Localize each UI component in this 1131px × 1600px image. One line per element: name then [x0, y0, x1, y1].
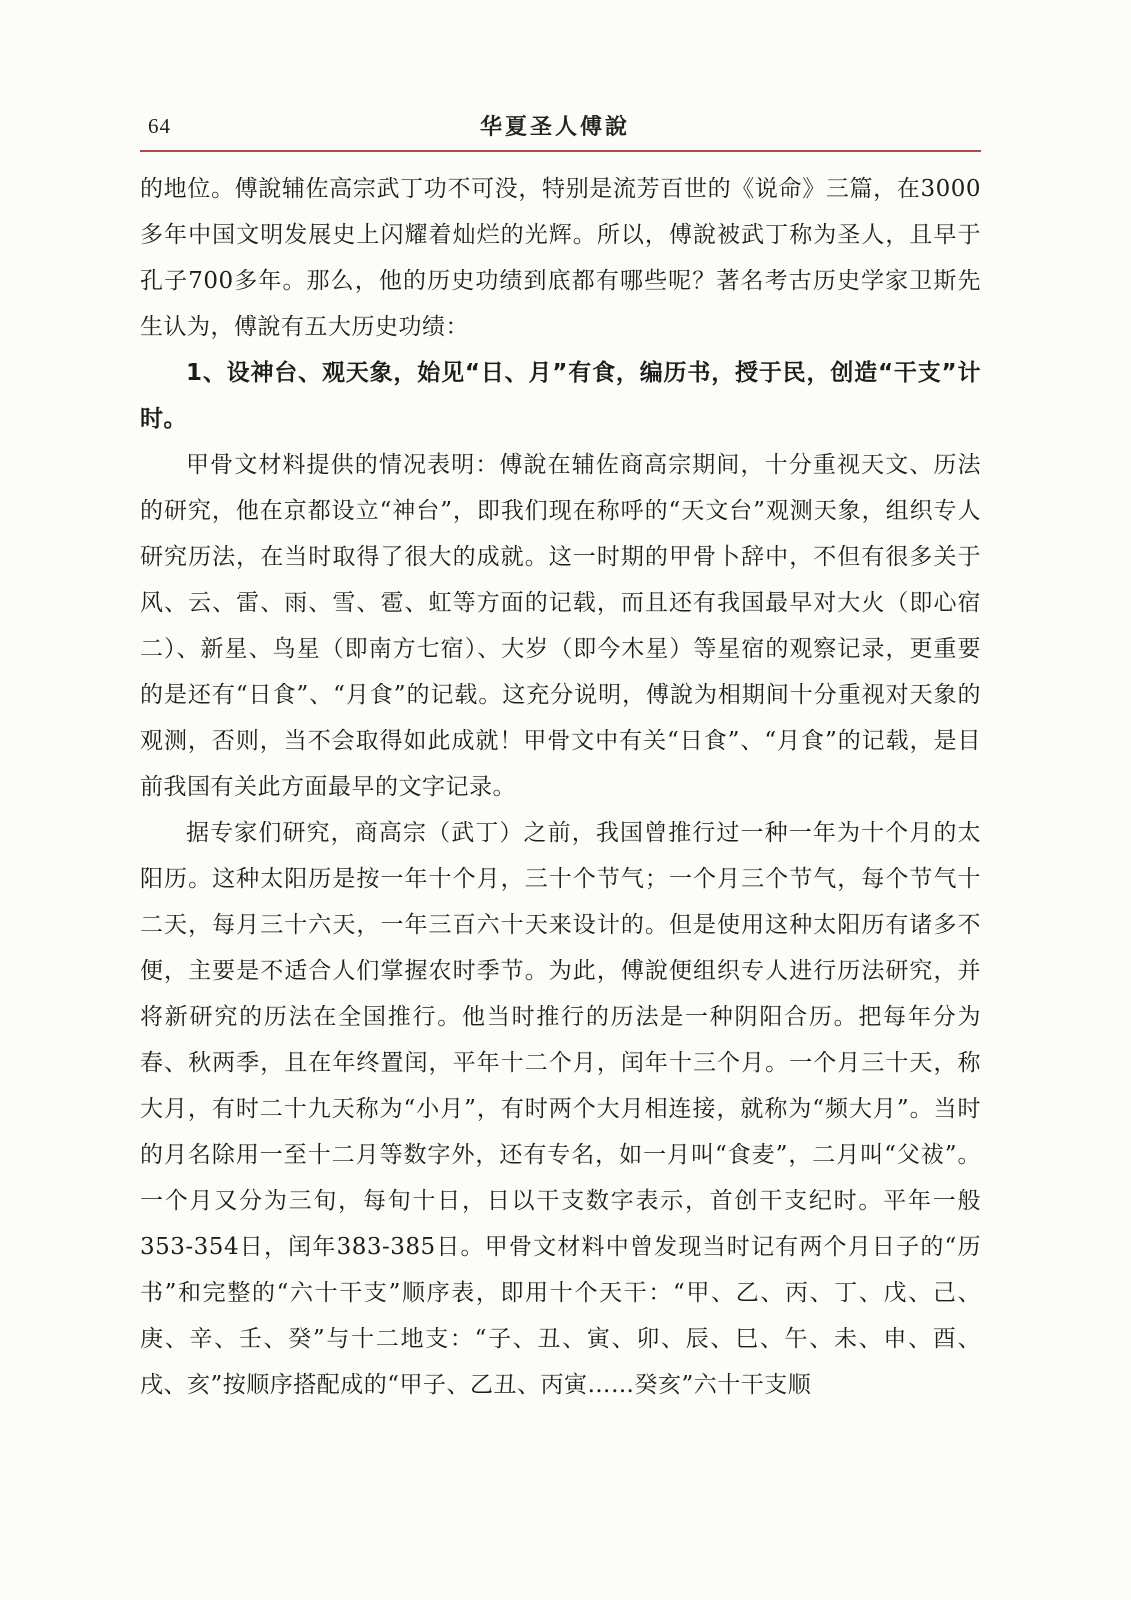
- paragraph-calendar-system: 据专家们研究，商高宗（武丁）之前，我国曾推行过一种一年为十个月的太阳历。这种太阳历是按一年十个月，三十个节气；一个月三个节气，每个节气十二天，每月三十六天，一年三百六十天来设计的。但是使用这种太阳历有诸多不便，主要是不适合人们掌握农时季节。为此，傅說便组织专人进行历法研究，并将新研究的历法在全国推行。他当时推行的历法是一种阴阳合历。把每年分为春、秋两季，且在年终置闰，平年十二个月，闰年十三个月。一个月三十天，称大月，有时二十九天称为“小月”，有时两个大月相连接，就称为“频大月”。当时的月名除用一至十二月等数字外，还有专名，如一月叫“食麦”，二月叫“父祓”。一个月又分为三旬，每旬十日，日以干支数字表示，首创干支纪时。平年一般353-354日，闰年383-385日。甲骨文材料中曾发现当时记有两个月日子的“历书”和完整的“六十干支”顺序表，即用十个天干：“甲、乙、丙、丁、戊、己、庚、辛、壬、癸”与十二地支：“子、丑、寅、卯、辰、巳、午、未、申、酉、戌、亥”按顺序搭配成的“甲子、乙丑、丙寅……癸亥”六十干支顺: [140, 820, 981, 1398]
- page-header: [140, 100, 981, 152]
- paragraph-oracle-bone-astronomy: 甲骨文材料提供的情况表明：傅說在辅佐商高宗期间，十分重视天文、历法的研究，他在京都设立“神台”，即我们现在称呼的“天文台”观测天象，组织专人研究历法，在当时取得了很大的成就。这一时期的甲骨卜辞中，不但有很多关于风、云、雷、雨、雪、雹、虹等方面的记载，而且还有我国最早对大火（即心宿二）、新星、鸟星（即南方七宿）、大岁（即今木星）等星宿的观察记录，更重要的是还有“日食”、“月食”的记载。这充分说明，傅說为相期间十分重视对天象的观测，否则，当不会取得如此成就！甲骨文中有关“日食”、“月食”的记载，是目前我国有关此方面最早的文字记录。: [140, 452, 981, 800]
- page-number: 64: [148, 114, 171, 138]
- body-text: [140, 166, 981, 1408]
- header-divider: [140, 150, 981, 152]
- section-heading: 1、设神台、观天象，始见“日、月”有食，编历书，授于民，创造“干支”计时。: [140, 360, 981, 432]
- paragraph-continuation: 的地位。傅說辅佐高宗武丁功不可没，特别是流芳百世的《说命》三篇，在3000多年中国文明发展史上闪耀着灿烂的光辉。所以，傅說被武丁称为圣人，且早于孔子700多年。那么，他的历史功绩到底都有哪些呢？著名考古历史学家卫斯先生认为，傅說有五大历史功绩：: [140, 176, 981, 340]
- running-title: 华夏圣人傅說: [480, 115, 631, 140]
